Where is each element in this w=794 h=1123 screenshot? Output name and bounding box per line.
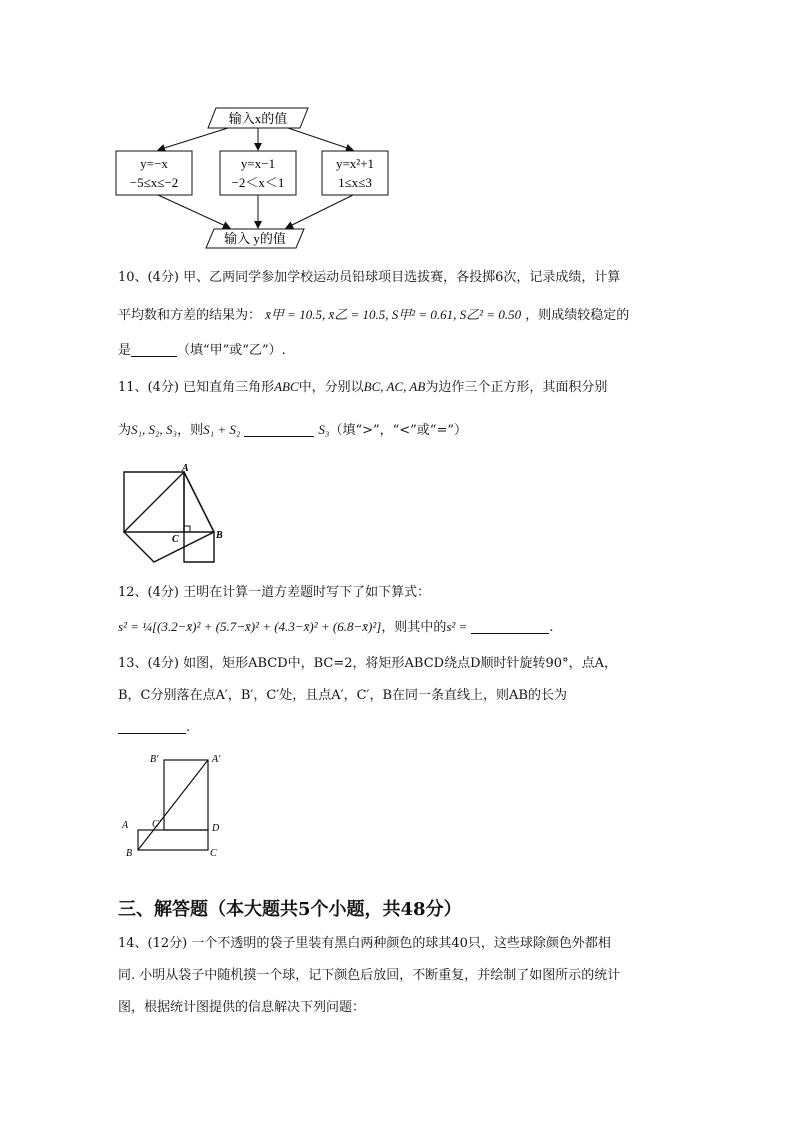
q13-label-d: D [212, 823, 220, 834]
q11-part-c: 为边作三个正方形，其面积分别 [425, 380, 608, 395]
flow-output-box [206, 229, 304, 248]
q11-sum-expr: S₁ + S₂ [203, 422, 241, 437]
q10-line3-end: （填“甲”或“乙”）. [177, 343, 286, 358]
branch1-range: −5≤x≤−2 [129, 175, 179, 190]
q11-s3: S₃ [318, 422, 330, 437]
q11-part-d: 为 [118, 423, 132, 438]
q13-line1: 13、(4分) 如图，矩形ABCD中，BC=2，将矩形ABCD绕点D顺时针旋转90°，点A， [118, 656, 617, 671]
q13-label-a-prime: A′ [212, 754, 221, 765]
branch1-formula: y=−x [140, 156, 168, 171]
q13-label-c: C [210, 848, 217, 859]
q13-label-b: B [126, 848, 133, 859]
q12-line1: 12、(4分) 王明在计算一道方差题时写下了如下算式： [118, 585, 431, 600]
q14-line1: 14、(12分) 一个不透明的袋子里装有黑白两种颜色的球其40只，这些球除颜色外都相 [118, 936, 611, 951]
q12-variance-formula: s² = ¼[(3.2−x̄)² + (5.7−x̄)² + (4.3−x̄)² + (6.8−x̄)²] [118, 619, 382, 634]
q10-line3-start: 是 [118, 343, 132, 358]
q11-fig-label-a: A [182, 463, 189, 474]
q11-triangle-name: ABC [274, 379, 299, 394]
q14-line3: 图，根据统计图提供的信息解决下列问题： [118, 1000, 366, 1015]
flow-branch-1 [116, 151, 192, 195]
branch3-range: 1≤x≤3 [338, 175, 372, 190]
section-3-heading: 三、解答题（本大题共5个小题，共48分） [118, 899, 462, 920]
q13-label-a: A [122, 820, 129, 831]
q13-label-b-prime: B′ [150, 754, 159, 765]
q11-line1 [118, 377, 607, 398]
q12-tail: ，则其中的 [381, 620, 447, 635]
branch3-formula: y=x²+1 [335, 156, 375, 171]
q10-line2 [118, 305, 629, 326]
q10-intro: 平均数和方差的结果为： [118, 308, 262, 323]
flow-branch-3 [322, 151, 388, 195]
q11-part-a: 11、(4分) 已知直角三角形 [118, 380, 275, 395]
q12-line2 [118, 617, 553, 638]
q10-line1: 10、(4分) 甲、乙两同学参加学校运动员铅球项目选拔赛，各投掷6次，记录成绩，计算 [118, 270, 621, 285]
q12-period: . [549, 620, 554, 635]
q13-line3 [118, 718, 190, 738]
q12-answer-blank[interactable] [471, 619, 549, 634]
q10-line3 [118, 341, 286, 361]
q11-part-b: 中，分别以 [298, 380, 364, 395]
q11-part-e: ，则 [177, 423, 204, 438]
q12-s-squared: s² = [446, 619, 468, 634]
q11-line2 [118, 420, 467, 441]
q11-sides: BC, AC, AB [363, 379, 426, 394]
q13-period: . [186, 720, 191, 735]
flow-input-label: 输入x的值 [228, 111, 288, 126]
q13-rectangle-figure [118, 748, 238, 860]
q11-fig-label-c: C [172, 534, 179, 545]
q13-label-c-prime: C′ [152, 819, 161, 830]
q13-answer-blank[interactable] [118, 719, 186, 734]
q10-stats-formula: x̄甲 = 10.5, x̄乙 = 10.5, S甲² = 0.61, S乙² = 0.50 [265, 307, 522, 322]
flow-output-label: 输入 y的值 [224, 231, 286, 246]
q10-tail: ，则成绩较稳定的 [525, 308, 630, 323]
q10-answer-blank[interactable] [131, 342, 177, 357]
q11-part-f: （填“>”，“<”或“=”） [329, 423, 467, 438]
q11-areas: S₁, S₂, S₃ [131, 422, 178, 437]
flowchart-figure [108, 98, 398, 258]
branch2-formula: y=x−1 [240, 156, 276, 171]
q11-answer-blank[interactable] [244, 422, 314, 437]
q11-fig-label-b: B [216, 530, 223, 541]
q11-squares-figure [118, 460, 228, 570]
q13-line2: B，C分别落在点A′，B′，C′处，且点A′，C′，B在同一条直线上，则AB的长为 [118, 688, 567, 703]
flow-input-box [208, 108, 308, 128]
q14-line2: 同. 小明从袋子中随机摸一个球，记下颜色后放回，不断重复，并绘制了如图所示的统计 [118, 968, 621, 983]
branch2-range: −2＜x＜1 [231, 175, 285, 190]
flow-branch-2 [220, 151, 296, 195]
